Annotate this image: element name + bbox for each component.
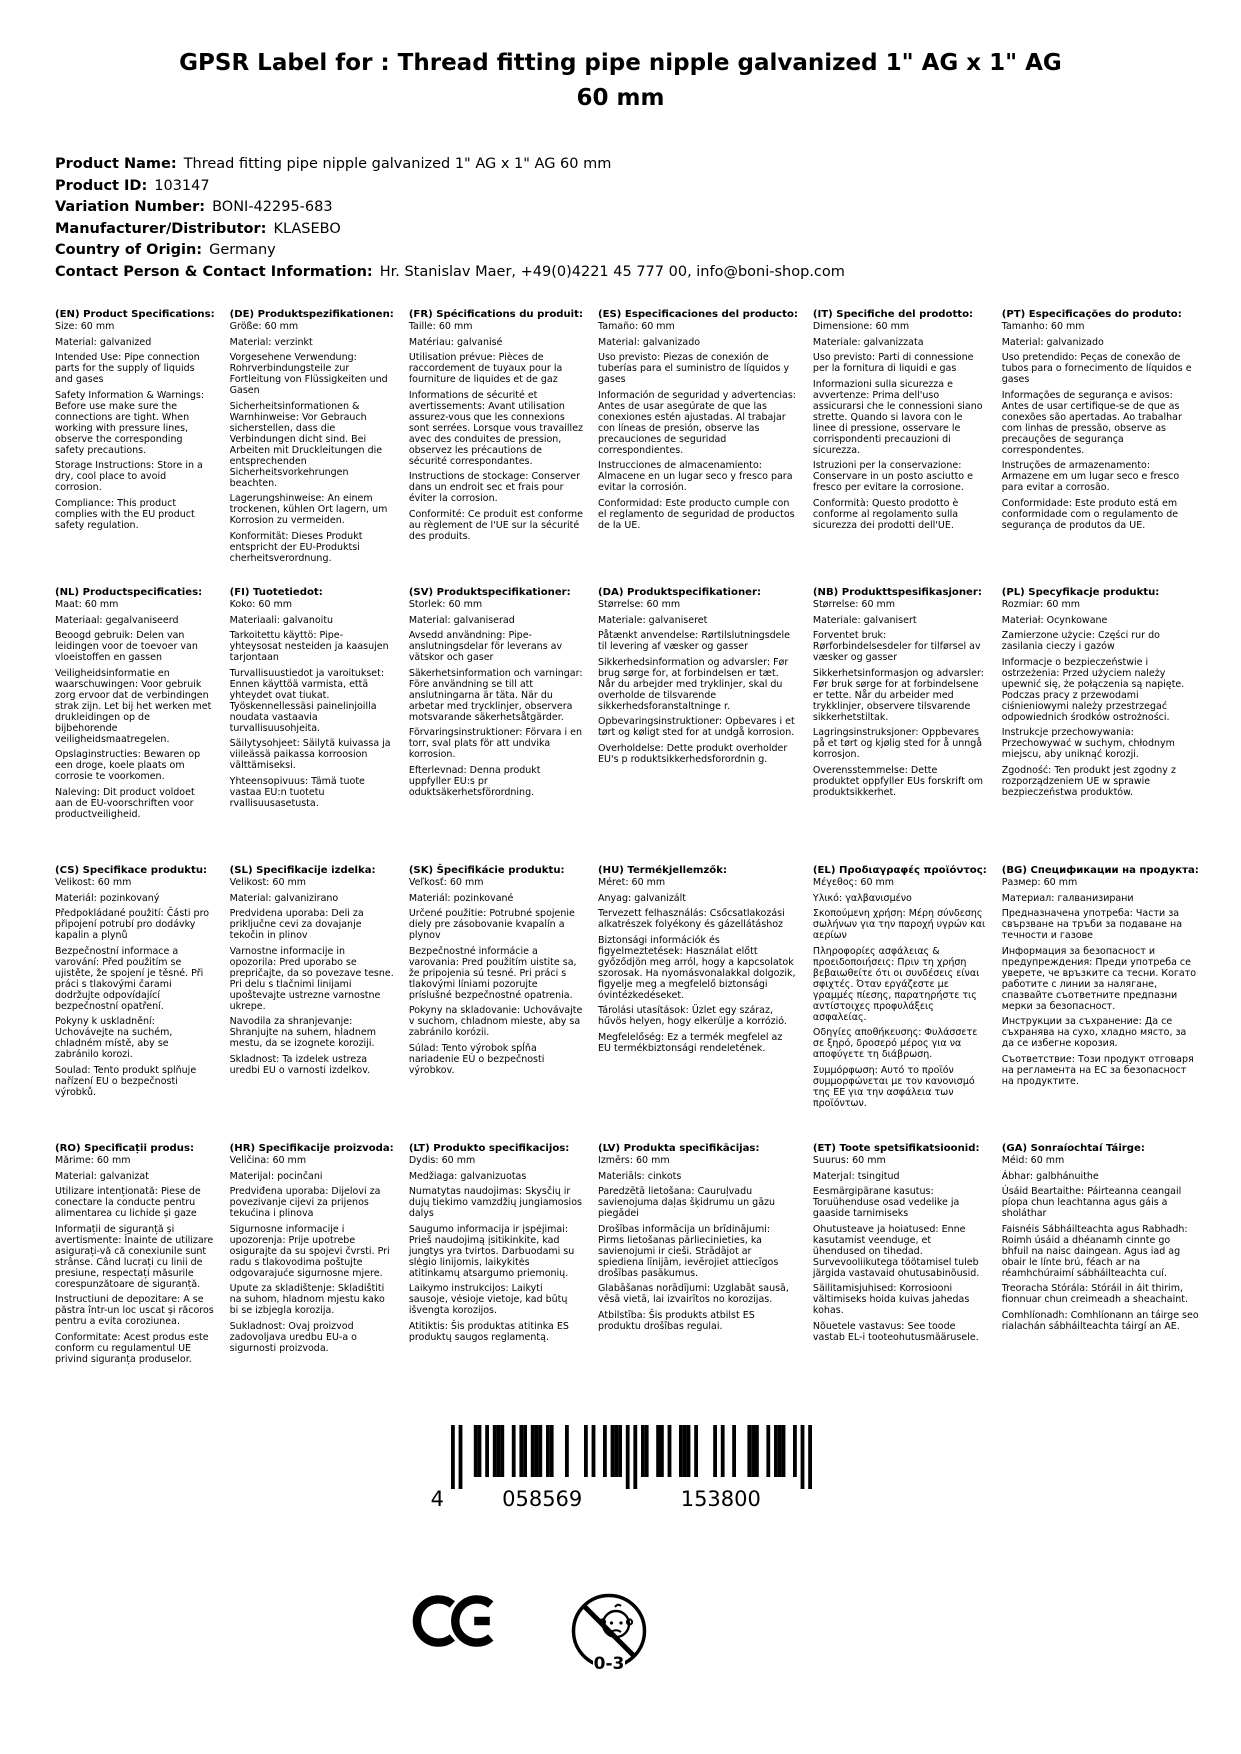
block-paragraph: Overholdelse: Dette produkt overholder EU's p roduktsikkerhedsforordnin g.	[598, 742, 788, 765]
block-paragraph: Größe: 60 mm	[229, 321, 299, 332]
block-paragraph: Материал: галванизирани	[1001, 892, 1134, 904]
block-header: (DA) Produktspecifikationer:	[598, 587, 761, 598]
block-paragraph: Drošības informācija un brīdinājumi: Pirms lietošanas pārliecinieties, ka savienojumi ir cieši. Strādājot ar spiediena līnijām, ievērojiet attiecīgos drošības pasākumus.	[598, 1223, 779, 1279]
language-block-bg	[1002, 865, 1199, 1143]
symbols-row	[407, 1591, 1186, 1677]
block-header: (FI) Tuotetiedot:	[229, 587, 323, 598]
block-paragraph: Инструкции за съхранение: Да се съхранява на сухо, хладно място, за да се избегне корозия.	[1001, 1016, 1187, 1049]
block-paragraph: Bezpečnostné informácie a varovania: Pred použitím uistite sa, že pripojenia sú tesné. Pri práci s tlakovými líniami pozorujte príslušné bezpečnostné opatrenia.	[408, 945, 577, 1001]
block-paragraphs	[409, 877, 583, 1076]
product-info-row	[55, 240, 1186, 262]
block-paragraphs	[813, 877, 987, 1109]
block-paragraph: Tárolási utasítások: Üzlet egy száraz, hűvös helyen, hogy elkerülje a korrózió.	[598, 1005, 787, 1027]
block-paragraph: Uso pretendido: Peças de conexão de tubos para o fornecimento de líquidos e gases	[1001, 352, 1192, 385]
block-paragraph: Conformidad: Este producto cumple con el reglamento de seguridad de productos de la UE.	[598, 497, 795, 531]
block-paragraph: Velikost: 60 mm	[229, 877, 307, 888]
barcode-digits: 4	[430, 1487, 444, 1511]
info-value: KLASEBO	[273, 220, 341, 237]
block-paragraph: Materiál: pozinkované	[408, 892, 514, 904]
block-header: (EN) Product Specifications:	[55, 309, 215, 320]
block-paragraphs	[1002, 321, 1199, 531]
block-paragraph: Bezpečnostní informace a varování: Před použitím se ujistěte, že spojení je těsné. Při práci s tlakovými čarami dodržujte odpovídající bezpečnostní opatření.	[55, 945, 204, 1012]
block-paragraph: Instrukcje przechowywania: Przechowywać w suchym, chłodnym miejscu, aby uniknąć korozji.	[1001, 727, 1175, 760]
block-paragraphs	[813, 321, 987, 531]
info-value: Germany	[209, 242, 276, 258]
block-paragraphs	[409, 321, 583, 542]
block-paragraph: Sikkerhetsinformasjon og advarsler: Før bruk sørge for at forbindelsene er tette. Når du arbeider med trykklinjer, observere tilsvarende sikkerhetstiltak.	[812, 667, 984, 723]
block-paragraph: Lagringsinstruksjoner: Oppbevares på et tørt og kjølig sted for å unngå korrosjon.	[812, 727, 983, 760]
product-info-row	[55, 262, 1186, 284]
language-block-de	[230, 309, 394, 587]
block-paragraph: Informazioni sulla sicurezza e avvertenze: Prima dell'uso assicurarsi che le connessioni siano strette. Quando si lavora con le linee di pressione, osservare le corrispondenti precauzioni di sicurezza.	[812, 378, 983, 456]
block-paragraph: Предназначена употреба: Части за свързване на тръби за подаване на течности и газове	[1001, 908, 1183, 941]
block-paragraph: Material: galvaniserad	[408, 614, 515, 626]
age-warning-label: 0-3	[593, 1654, 625, 1674]
block-paragraph: Nõuetele vastavus: See toode vastab EL-i tooteohutusmäärusele.	[812, 1320, 979, 1343]
block-paragraph: Méid: 60 mm	[1001, 1155, 1065, 1166]
block-paragraph: Zgodność: Ten produkt jest zgodny z rozporządzeniem UE w sprawie bezpieczeństwa produktów.	[1001, 764, 1176, 798]
block-paragraph: Instrucciones de almacenamiento: Almacene en un lugar seco y fresco para evitar la corrosión.	[598, 460, 793, 493]
language-block-lv	[598, 1143, 798, 1421]
block-paragraph: Overensstemmelse: Dette produktet oppfyller EUs forskrift om produktsikkerhet.	[812, 764, 984, 798]
language-block-sk	[409, 865, 583, 1143]
block-paragraph: Upute za skladištenje: Skladištiti na suhom, hladnom mjestu kako bi se izbjegla korozija.	[229, 1283, 385, 1316]
block-paragraph: Instructiuni de depozitare: A se păstra într-un loc uscat și răcoros pentru a evita coroziunea.	[55, 1294, 214, 1327]
block-paragraph: Avsedd användning: Pipe-anslutningsdelar för leverans av vätskor och gaser	[408, 630, 563, 663]
language-block-fr	[409, 309, 583, 587]
block-paragraph: Opslaginstructies: Bewaren op een droge, koele plaats om corrosie te voorkomen.	[55, 749, 201, 782]
block-paragraph: Pokyny na skladovanie: Uchovávajte v suchom, chladnom mieste, aby sa zabránilo korózii.	[408, 1005, 583, 1038]
block-paragraph: Atbilstība: Šis produkts atbilst ES produktu drošības regulai.	[598, 1309, 755, 1332]
block-paragraph: Intended Use: Pipe connection parts for the supply of liquids and gases	[55, 352, 200, 385]
block-paragraph: Σκοπούμενη χρήση: Μέρη σύνδεσης σωλήνων για την παροχή υγρών και αερίων	[812, 908, 986, 941]
block-paragraph: Informações de segurança e avisos: Antes de usar certifique-se de que as conexões são apertadas. Ao trabalhar com linhas de pressão, observe as precauções de segurança correspondentes.	[1001, 389, 1182, 456]
block-paragraphs	[409, 1155, 583, 1343]
info-label: Product Name:	[55, 156, 177, 172]
block-paragraph: Megfelelőség: Ez a termék megfelel az EU termékbiztonsági rendeletének.	[598, 1031, 783, 1054]
ce-mark-icon	[407, 1591, 503, 1651]
block-paragraphs	[1002, 1155, 1199, 1332]
block-paragraph: Οδηγίες αποθήκευσης: Φυλάσσετε σε ξηρό, δροσερό μέρος για να αποφύγετε τη διάβρωση.	[812, 1027, 978, 1060]
block-paragraph: Skladnost: Ta izdelek ustreza uredbi EU o varnosti izdelkov.	[229, 1053, 371, 1076]
block-paragraphs	[230, 877, 394, 1076]
block-paragraph: Vorgesehene Verwendung: Rohrverbindungsteile zur Fortleitung von Flüssigkeiten und Gasen	[229, 352, 388, 396]
block-paragraph: Conformité: Ce produit est conforme au règlement de l'UE sur la sécurité des produits.	[408, 508, 583, 542]
block-paragraph: Påtænkt anvendelse: Rørtilslutningsdele til levering af væsker og gasser	[598, 630, 790, 652]
block-header: (HR) Specifikacije proizvoda:	[229, 1143, 394, 1154]
block-paragraph: Forventet bruk: Rørforbindelsesdeler for tilførsel av væsker og gasser	[812, 630, 981, 663]
info-value: Thread fitting pipe nipple galvanized 1" AG x 1" AG 60 mm	[183, 156, 612, 172]
info-value: BONI-42295-683	[212, 199, 333, 215]
language-block-nb	[813, 587, 987, 865]
block-paragraph: Storage Instructions: Store in a dry, cool place to avoid corrosion.	[55, 460, 203, 493]
block-paragraph: Utilisation prévue: Pièces de raccordement de tuyaux pour la fourniture de liquides et de gaz	[408, 352, 563, 385]
block-paragraphs	[230, 321, 394, 564]
block-paragraph: Suurus: 60 mm	[812, 1155, 886, 1166]
block-header: (EL) Προδιαγραφές προϊόντος:	[812, 865, 987, 876]
language-block-el	[813, 865, 987, 1143]
block-paragraph: Mărime: 60 mm	[55, 1155, 131, 1166]
age-warning-0-3-icon	[569, 1591, 649, 1677]
block-paragraphs	[409, 599, 583, 798]
language-block-fi	[230, 587, 394, 865]
block-paragraph: Säilitamisjuhised: Korrosiooni vältimiseks hoida kuivas jahedas kohas.	[812, 1283, 970, 1316]
info-value: 103147	[154, 177, 210, 194]
block-paragraph: Material: galvanized	[55, 336, 152, 348]
barcode	[425, 1425, 816, 1515]
block-paragraph: Информация за безопасност и предупреждения: Преди употреба се уверете, че връзките са тесни. Когато работите с линии за налягане, спазвайте съответните предпазни мерки за безопасност.	[1001, 945, 1197, 1012]
block-paragraph: Předpokládané použití: Části pro připojení potrubí pro dodávky kapalin a plynů	[55, 908, 210, 941]
block-header: (BG) Спецификации на продукта:	[1001, 865, 1199, 876]
block-paragraph: Medžiaga: galvanizuotas	[408, 1170, 527, 1182]
block-paragraph: Biztonsági információk és figyelmeztetések: Használat előtt győződjön meg arról, hogy a kapcsolatok szorosak. Ha nyomásvonalakkal dolgozik, figyelje meg a megfelelő biztonsági óvintézkedéseket.	[598, 934, 796, 1001]
block-paragraph: Conformità: Questo prodotto è conforme al regolamento sulla sicurezza dei prodotti dell'UE.	[812, 497, 959, 531]
block-paragraph: Conformitate: Acest produs este conform cu regulamentul UE privind siguranța produselor.	[55, 1331, 209, 1365]
block-paragraph: Materijal: pocinčani	[229, 1170, 323, 1182]
block-paragraph: Tamaño: 60 mm	[598, 321, 675, 332]
block-paragraph: Размер: 60 mm	[1001, 877, 1078, 888]
block-paragraph: Ohutusteave ja hoiatused: Enne kasutamist veenduge, et ühendused on tihedad. Survevooliikutega töötamisel tuleb järgida vastavaid ohutusabinõusid.	[812, 1223, 980, 1279]
block-paragraph: Pokyny k uskladnění: Uchovávejte na suchém, chladném místě, aby se zabránilo korozi.	[55, 1016, 173, 1060]
language-block-es	[598, 309, 798, 587]
ean13-barcode	[425, 1425, 816, 1511]
block-paragraph: Dimensione: 60 mm	[812, 321, 910, 332]
language-block-ga	[1002, 1143, 1199, 1421]
block-header: (SK) Špecifikácie produktu:	[408, 865, 565, 876]
block-paragraph: Eesmärgipärane kasutus: Toruühenduse osad vedelike ja gaaside tarnimiseks	[812, 1186, 960, 1219]
product-info-row	[55, 176, 1186, 198]
block-paragraphs	[598, 321, 798, 531]
block-paragraph: Съответствие: Този продукт отговаря на регламента на ЕС за безопасност на продуктите.	[1001, 1053, 1194, 1087]
block-paragraph: Material: galvanizado	[1001, 336, 1104, 348]
info-label: Product ID:	[55, 177, 148, 194]
block-paragraph: Istruzioni per la conservazione: Conservare in un posto asciutto e fresco per evitare la corrosione.	[812, 460, 973, 493]
language-block-et	[813, 1143, 987, 1421]
product-info-row	[55, 197, 1186, 219]
block-paragraphs	[230, 1155, 394, 1354]
block-paragraph: Glabāšanas norādījumi: Uzglabāt sausā, vēsā vietā, lai izvairītos no korozijas.	[598, 1283, 789, 1305]
block-paragraph: Instruções de armazenamento: Armazene em um lugar seco e fresco para evitar a corrosão.	[1001, 460, 1180, 493]
block-paragraph: Material: galvanizirano	[229, 892, 339, 904]
block-paragraph: Conformidade: Este produto está em conformidade com o regulamento de segurança de produtos da UE.	[1001, 497, 1179, 531]
block-paragraph: Compliance: This product complies with the EU product safety regulation.	[55, 497, 195, 531]
block-paragraphs	[1002, 599, 1199, 798]
block-paragraph: Materiaal: gegalvaniseerd	[55, 614, 179, 626]
block-header: (NL) Productspecificaties:	[55, 587, 203, 598]
product-info	[55, 154, 1186, 283]
block-header: (IT) Specifiche del prodotto:	[812, 309, 974, 320]
block-paragraph: Storlek: 60 mm	[408, 599, 483, 610]
block-paragraph: Μέγεθος: 60 mm	[812, 877, 895, 888]
block-paragraph: Πληροφορίες ασφάλειας & προειδοποιήσεις: Πριν τη χρήση βεβαιωθείτε ότι οι συνδέσεις είναι σφιχτές. Όταν εργάζεστε με γραμμές πίεσης, παρατηρήστε τις αντίστοιχες προφυλάξεις ασφαλείας.	[812, 945, 980, 1023]
block-paragraph: Opbevaringsinstruktioner: Opbevares i et tørt og køligt sted for at undgå korrosion.	[598, 716, 795, 738]
language-block-sv	[409, 587, 583, 865]
language-block-it	[813, 309, 987, 587]
info-label: Variation Number:	[55, 199, 206, 215]
block-paragraph: Συμμόρφωση: Αυτό το προϊόν συμμορφώνεται με τον κανονισμό της ΕΕ για την ασφάλεια των προϊόντων.	[812, 1064, 975, 1109]
block-paragraph: Úsáid Beartaithe: Páirteanna ceangail píopa chun leachtanna agus gáis a sholáthar	[1001, 1186, 1182, 1219]
block-paragraph: Soulad: Tento produkt splňuje nařízení EU o bezpečnosti výrobků.	[55, 1064, 197, 1098]
language-block-da	[598, 587, 798, 865]
block-paragraph: Material: verzinkt	[229, 336, 313, 348]
block-paragraph: Laikymo instrukcijos: Laikyti sausoje, vėsioje vietoje, kad būtų išvengta korozijos.	[408, 1283, 568, 1316]
block-paragraph: Veiligheidsinformatie en waarschuwingen: Voor gebruik zorg ervoor dat de verbindingen strak zijn. Let bij het werken met drukleidingen op de bijbehorende veiligheidsmaatregelen.	[55, 667, 212, 745]
block-paragraph: Material: galvanizat	[55, 1170, 149, 1182]
block-paragraph: Sukladnost: Ovaj proizvod zadovoljava uredbu EU-a o sigurnosti proizvoda.	[229, 1320, 357, 1354]
block-paragraph: Säilytysohjeet: Säilytä kuivassa ja viileässä paikassa korroosion välttämiseksi.	[229, 738, 391, 771]
block-header: (CS) Specifikace produktu:	[55, 865, 208, 876]
info-label: Contact Person & Contact Information:	[55, 263, 373, 280]
block-paragraph: Saugumo informacija ir įspėjimai: Prieš naudojimą įsitikinkite, kad jungtys yra tvirtos. Darbuodami su slėgio linijomis, laikykitės atitinkamų atsargumo priemonių.	[408, 1223, 575, 1279]
language-block-pt	[1002, 309, 1199, 587]
block-paragraph: Predviđena uporaba: Dijelovi za povezivanje cijevi za prijenos tekućina i plinova	[229, 1186, 381, 1219]
block-header: (NB) Produkttspesifikasjoner:	[812, 587, 982, 598]
block-paragraph: Informations de sécurité et avertissements: Avant utilisation assurez-vous que les connexions sont serrées. Lorsque vous travaillez avec des conduites de pression, observez les précautions de sécurité correspondantes.	[408, 389, 584, 467]
block-paragraph: Efterlevnad: Denna produkt uppfyller EU:s pr oduktsäkerhetsförordning.	[408, 764, 541, 798]
block-paragraphs	[230, 599, 394, 809]
block-paragraph: Turvallisuustiedot ja varoitukset: Ennen käyttöä varmista, että yhteydet ovat tiukat. Työskennellessäsi painelinjoilla noudata vastaavia turvallisuusohjeita.	[229, 667, 385, 734]
block-paragraph: Konformität: Dieses Produkt entspricht der EU-Produktsi cherheitsverordnung.	[229, 530, 363, 564]
page-title: GPSR Label for : Thread fitting pipe nipple galvanized 1" AG x 1" AG 60 mm	[179, 50, 1062, 111]
block-paragraph: Atitiktis: Šis produktas atitinka ES produktų saugos reglamentą.	[408, 1320, 569, 1343]
block-paragraph: Materiale: galvaniseret	[598, 614, 708, 626]
block-paragraphs	[55, 1155, 215, 1365]
block-paragraph: Méret: 60 mm	[598, 877, 666, 888]
block-paragraph: Materjal: tsingitud	[812, 1170, 900, 1182]
language-block-pl	[1002, 587, 1199, 865]
block-paragraph: Dydis: 60 mm	[408, 1155, 476, 1166]
language-block-sl	[230, 865, 394, 1143]
block-paragraph: Yhteensopivuus: Tämä tuote vastaa EU:n tuotetu rvallisuusasetusta.	[229, 775, 365, 809]
block-paragraph: Størrelse: 60 mm	[598, 599, 681, 610]
block-paragraphs	[813, 1155, 987, 1343]
block-paragraphs	[1002, 877, 1199, 1087]
product-info-row	[55, 154, 1186, 176]
block-paragraph: Størrelse: 60 mm	[812, 599, 896, 610]
block-paragraph: Koko: 60 mm	[229, 599, 293, 610]
barcode-digits: 058569	[502, 1487, 583, 1511]
block-header: (ES) Especificaciones del producto:	[598, 309, 798, 320]
block-paragraph: Materiale: galvanizzata	[812, 336, 924, 348]
block-paragraph: Paredzētā lietošana: Cauruļvadu savienojuma daļas šķidrumu un gāzu piegādei	[598, 1186, 776, 1219]
info-label: Country of Origin:	[55, 242, 203, 258]
block-paragraph: Material: galvanizado	[598, 336, 701, 348]
block-paragraph: Comhlíonadh: Comhlíonann an táirge seo rialachán sábháilteachta táirgí an AE.	[1001, 1309, 1199, 1332]
block-paragraph: Sikkerhedsinformation og advarsler: Før brug sørge for, at forbindelsen er tæt. Når du arbejder med tryklinjer, skal du overholde de tilsvarende sikkerhedsforanstaltninge r.	[598, 656, 789, 712]
block-paragraph: Anyag: galvanizált	[598, 892, 686, 904]
block-header: (FR) Spécifications du produit:	[408, 309, 584, 320]
block-paragraph: Tervezett felhasználás: Csőcsatlakozási alkatrészek folyékony és gázellátáshoz	[598, 908, 785, 930]
block-paragraph: Maat: 60 mm	[55, 599, 119, 610]
block-paragraph: Instructions de stockage: Conserver dans un endroit sec et frais pour éviter la corrosion.	[408, 471, 581, 504]
language-block-ro	[55, 1143, 215, 1421]
language-blocks-grid	[55, 309, 1199, 1421]
language-block-cs	[55, 865, 215, 1143]
block-header: (SV) Produktspecifikationer:	[408, 587, 571, 598]
block-paragraph: Safety Information & Warnings: Before use make sure the connections are tight. When working with pressure lines, observe the corresponding safety precautions.	[55, 389, 205, 456]
block-paragraph: Förvaringsinstruktioner: Förvara i en torr, sval plats för att undvika korrosion.	[408, 727, 582, 760]
block-paragraph: Rozmiar: 60 mm	[1001, 599, 1080, 610]
block-header: (LV) Produkta specifikācijas:	[598, 1143, 760, 1154]
block-paragraph: Säkerhetsinformation och varningar: Före användning se till att anslutningarna är täta. När du arbetar med trycklinjer, observera motsvarande säkerhetsåtgärder.	[408, 667, 583, 723]
block-paragraph: Tamanho: 60 mm	[1001, 321, 1085, 332]
language-block-lt	[409, 1143, 583, 1421]
block-paragraph: Sigurnosne informacije i upozorenja: Prije upotrebe osigurajte da su spojevi čvrsti. Pri radu s tlakovodima poštujte odgovarajuće sigurnosne mjere.	[229, 1223, 390, 1279]
block-paragraph: Taille: 60 mm	[408, 321, 473, 332]
block-paragraph: Tarkoitettu käyttö: Pipe-yhteysosat nesteiden ja kaasujen tarjontaan	[229, 630, 389, 663]
block-paragraph: Materiál: pozinkovaný	[55, 892, 160, 904]
block-paragraph: Zamierzone użycie: Części rur do zasilania cieczy i gazów	[1001, 630, 1160, 652]
block-paragraph: Ábhar: galbhánuithe	[1001, 1170, 1099, 1182]
block-paragraph: Utilizare intenționată: Piese de conectare la conducte pentru alimentarea cu lichide și gaze	[55, 1186, 201, 1219]
baby-face-icon	[600, 1605, 632, 1637]
block-paragraph: Treoracha Stórála: Stóráil in áit thirim, fionnuar chun creimeadh a sheachaint.	[1001, 1283, 1188, 1305]
block-header: (ET) Toote spetsifikatsioonid:	[812, 1143, 980, 1154]
block-paragraph: Predvidena uporaba: Deli za priključne cevi za dovajanje tekočin in plinov	[229, 908, 364, 941]
block-paragraphs	[598, 877, 798, 1054]
block-header: (GA) Sonraíochtaí Táirge:	[1001, 1143, 1145, 1154]
block-paragraphs	[813, 599, 987, 798]
block-paragraphs	[55, 877, 215, 1098]
block-paragraph: Veľkosť: 60 mm	[408, 877, 484, 888]
block-paragraph: Υλικό: γαλβανισμένο	[812, 892, 912, 904]
block-paragraph: Navodila za shranjevanje: Shranjujte na suhem, hladnem mestu, da se izognete koroziji.	[229, 1016, 376, 1049]
block-header: (DE) Produktspezifikationen:	[229, 309, 394, 320]
block-paragraph: Materiał: Ocynkowane	[1001, 614, 1108, 626]
block-paragraphs	[55, 321, 215, 531]
block-header: (RO) Specificații produs:	[55, 1143, 195, 1154]
block-paragraph: Faisnéis Sábháilteachta agus Rabhadh: Roimh úsáid a dhéanamh cinnte go bhfuil na naisc daingean. Agus iad ag obair le línte brú, féach ar na réamhchúraimí sábháilteachta cuí.	[1001, 1223, 1188, 1279]
block-paragraph: Beoogd gebruik: Delen van leidingen voor de toevoer van vloeistoffen en gassen	[55, 630, 198, 663]
language-block-nl	[55, 587, 215, 865]
block-paragraphs	[598, 599, 798, 765]
block-paragraph: Sicherheitsinformationen & Warnhinweise: Vor Gebrauch sicherstellen, dass die Verbindungen dicht sind. Bei Arbeiten mit Druckleitungen die entsprechenden Sicherheitsvorkehrungen beachten.	[229, 400, 383, 489]
bottom-section	[55, 1425, 1186, 1677]
block-paragraph: Informații de siguranță și avertismente: Înainte de utilizare asigurați-vă că conexiunile sunt strânse. Când lucrați cu linii de presiune, respectați măsurile corespunzătoare de siguranță.	[55, 1223, 214, 1290]
block-header: (HU) Termékjellemzők:	[598, 865, 727, 876]
block-paragraph: Veličina: 60 mm	[229, 1155, 307, 1166]
product-info-row	[55, 219, 1186, 241]
block-paragraph: Materiāls: cinkots	[598, 1170, 682, 1182]
block-paragraph: Naleving: Dit product voldoet aan de EU-voorschriften voor productveiligheid.	[55, 786, 195, 820]
info-label: Manufacturer/Distributor:	[55, 220, 267, 237]
block-paragraph: Matériau: galvanisé	[408, 336, 503, 348]
block-header: (SL) Specifikacije izdelka:	[229, 865, 376, 876]
language-block-hu	[598, 865, 798, 1143]
block-header: (LT) Produkto specifikacijos:	[408, 1143, 570, 1154]
block-paragraph: Velikost: 60 mm	[55, 877, 132, 888]
barcode-digits: 153800	[680, 1487, 761, 1511]
block-paragraphs	[598, 1155, 798, 1332]
block-paragraph: Numatytas naudojimas: Skysčių ir dujų tiekimo vamzdžių jungiamosios dalys	[408, 1186, 582, 1219]
block-paragraph: Uso previsto: Piezas de conexión de tuberías para el suministro de líquidos y gases	[598, 352, 790, 385]
block-paragraphs	[55, 599, 215, 820]
block-paragraph: Informacje o bezpieczeństwie i ostrzeżenia: Przed użyciem należy upewnić się, że połączenia są napięte. Podczas pracy z przewodami ciśnieniowymi należy przestrzegać odpowiednich środków ostrożności.	[1001, 656, 1185, 723]
info-value: Hr. Stanislav Maer, +49(0)4221 45 777 00, info@boni-shop.com	[379, 263, 845, 280]
language-block-hr	[230, 1143, 394, 1421]
block-paragraph: Súlad: Tento výrobok spĺňa nariadenie EÚ o bezpečnosti výrobkov.	[408, 1042, 545, 1076]
block-paragraph: Lagerungshinweise: An einem trockenen, kühlen Ort lagern, um Korrosion zu vermeiden.	[229, 493, 388, 526]
block-header: (PT) Especificações do produto:	[1001, 309, 1182, 320]
block-paragraph: Materiaali: galvanoitu	[229, 614, 334, 626]
block-paragraph: Materiale: galvanisert	[812, 614, 917, 626]
block-paragraph: Size: 60 mm	[55, 321, 115, 332]
block-paragraph: Uso previsto: Parti di connessione per la fornitura di liquidi e gas	[812, 352, 974, 374]
block-header: (PL) Specyfikacje produktu:	[1001, 587, 1160, 598]
block-paragraph: Izmērs: 60 mm	[598, 1155, 670, 1166]
language-block-en	[55, 309, 215, 587]
block-paragraph: Určené použitie: Potrubné spojenie diely pre zásobovanie kvapalín a plynov	[408, 908, 575, 941]
block-paragraph: Varnostne informacije in opozorila: Pred uporabo se prepričajte, da so povezave tesne. Pri delu s tlačnimi linijami upoštevajte ustrezne varnostne ukrepe.	[229, 945, 394, 1012]
block-paragraph: Información de seguridad y advertencias: Antes de usar asegúrate de que las conexiones estén ajustadas. Al trabajar con líneas de presión, observe las precauciones de seguridad correspondientes.	[598, 389, 797, 456]
